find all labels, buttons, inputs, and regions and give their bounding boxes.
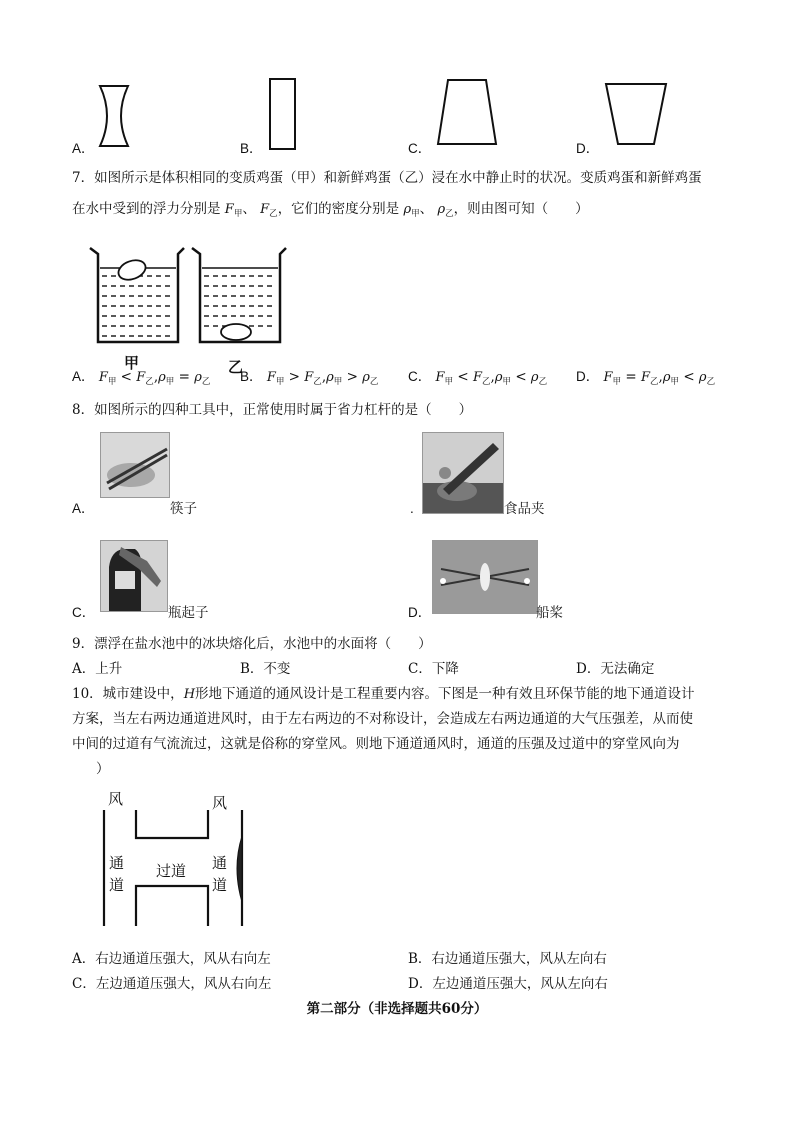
q8-photo-chopsticks <box>100 432 170 498</box>
q7-beaker-label-yi: 乙 <box>228 358 244 376</box>
q7-stem-line2: 在水中受到的浮力分别是 $F_甲$、 $F_乙$，它们的密度分别是 $\rho_甲$、 $\rho_乙$，则由图可知（ ） <box>72 201 589 219</box>
q7-option-d[interactable]: D． $F_甲 = F_乙,\rho_甲 < \rho_乙$ <box>576 369 716 387</box>
q8-photo-oar <box>432 540 538 614</box>
q10-stem-line1: 10．城市建设中，H形地下通道的通风设计是工程重要内容。下图是一种有效且环保节能的地下通道设计 <box>72 686 695 702</box>
q6-option-c[interactable]: C． <box>408 141 432 156</box>
q6-option-a[interactable]: A． <box>72 141 95 156</box>
q8-option-a-label: 筷子 <box>170 501 197 517</box>
q8-stem: 8．如图所示的四种工具中，正常使用时属于省力杠杆的是（ ） <box>72 402 473 418</box>
q10-wind-right: 风 <box>212 794 228 812</box>
q9-option-b[interactable]: B．不变 <box>240 661 291 677</box>
q7-option-a[interactable]: A． $F_甲 < F_乙,\rho_甲 = \rho_乙$ <box>72 369 211 387</box>
q7-beaker-yi <box>190 246 288 346</box>
q8-option-b-letter[interactable]: . <box>410 501 414 516</box>
q8-option-d-label: 船桨 <box>536 605 563 621</box>
q10-right-channel-1: 通 <box>212 854 228 872</box>
q10-middle-passage: 过道 <box>156 862 187 880</box>
q10-option-b[interactable]: B．右边通道压强大，风从左向右 <box>408 951 607 967</box>
q8-photo-food-tongs <box>422 432 504 514</box>
q7-option-c[interactable]: C． $F_甲 < F_乙,\rho_甲 < \rho_乙$ <box>408 369 548 387</box>
q7-stem-line1: 7．如图所示是体积相同的变质鸡蛋（甲）和新鲜鸡蛋（乙）浸在水中静止时的状况。变质鸡蛋和新鲜鸡蛋 <box>72 170 702 186</box>
q10-stem-line2: 方案，当左右两边通道进风时，由于左右两边的不对称设计，会造成左右两边通道的大气压强差，从而使 <box>72 711 693 727</box>
q8-option-d-letter[interactable]: D． <box>408 605 432 620</box>
q10-option-d[interactable]: D．左边通道压强大，风从左向右 <box>408 976 608 992</box>
q8-option-b-label: 食品夹 <box>504 501 545 517</box>
q10-option-a[interactable]: A．右边通道压强大，风从右向左 <box>72 951 271 967</box>
q9-option-d[interactable]: D．无法确定 <box>576 661 655 677</box>
q6-shape-d-inverted-trapezoid <box>604 82 668 146</box>
q10-stem-line3: 中间的过道有气流流过，这就是俗称的穿堂风。则地下通道通风时，通道的压强及过道中的穿堂风向为 <box>72 736 680 752</box>
q6-shape-a-concave-lens <box>96 84 132 148</box>
q6-option-d[interactable]: D． <box>576 141 600 156</box>
q6-shape-c-trapezoid <box>436 78 498 146</box>
q7-option-b[interactable]: B． $F_甲 > F_乙,\rho_甲 > \rho_乙$ <box>240 369 379 387</box>
q8-option-c-label: 瓶起子 <box>168 605 209 621</box>
q7-beaker-label-jia: 甲 <box>124 354 140 372</box>
q10-left-channel-1: 通 <box>109 854 125 872</box>
section-2-title: 第二部分（非选择题共60分） <box>306 1001 488 1017</box>
q10-option-c[interactable]: C．左边通道压强大，风从右向左 <box>72 976 272 992</box>
q10-wind-left: 风 <box>108 790 124 808</box>
q9-option-a[interactable]: A．上升 <box>72 661 123 677</box>
q10-right-channel-2: 道 <box>212 876 228 894</box>
q8-option-a-letter[interactable]: A． <box>72 501 95 516</box>
q8-photo-bottle-opener <box>100 540 168 612</box>
q9-stem: 9．漂浮在盐水池中的冰块熔化后，水池中的水面将（ ） <box>72 636 432 652</box>
q10-left-channel-2: 道 <box>109 876 125 894</box>
q6-shape-b-rectangle <box>268 77 298 151</box>
q8-option-c-letter[interactable]: C． <box>72 605 96 620</box>
q7-beaker-jia <box>88 246 186 346</box>
q10-stem-line4: ） <box>96 761 110 777</box>
q6-option-b[interactable]: B． <box>240 141 263 156</box>
q9-option-c[interactable]: C．下降 <box>408 661 459 677</box>
